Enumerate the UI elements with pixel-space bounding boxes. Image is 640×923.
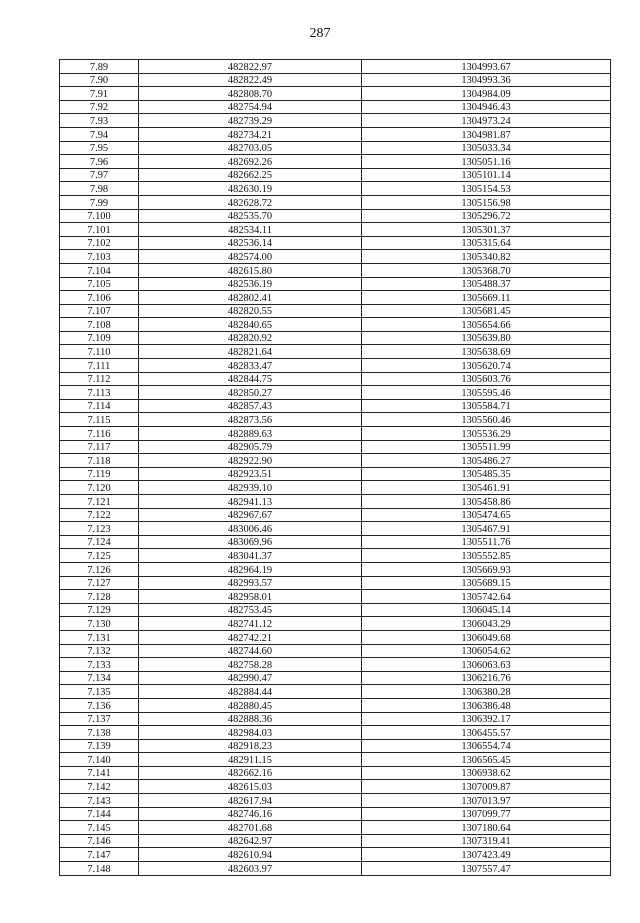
point-number-cell: 7.115 <box>60 413 139 427</box>
point-number-cell: 7.93 <box>60 114 139 128</box>
table-row <box>60 250 611 264</box>
y-coordinate-cell: 1307423.49 <box>362 848 611 862</box>
y-coordinate-cell: 1305639.80 <box>362 331 611 345</box>
x-coordinate-cell: 482880.45 <box>139 698 362 712</box>
y-coordinate-cell: 1306565.45 <box>362 753 611 767</box>
y-coordinate-cell: 1304946.43 <box>362 100 611 114</box>
y-coordinate-cell: 1305154.53 <box>362 182 611 196</box>
x-coordinate-cell: 482833.47 <box>139 359 362 373</box>
table-row <box>60 304 611 318</box>
point-number-cell: 7.140 <box>60 753 139 767</box>
table-row <box>60 195 611 209</box>
x-coordinate-cell: 482615.80 <box>139 263 362 277</box>
point-number-cell: 7.120 <box>60 481 139 495</box>
table-row <box>60 658 611 672</box>
table-row <box>60 440 611 454</box>
point-number-cell: 7.112 <box>60 372 139 386</box>
x-coordinate-cell: 482990.47 <box>139 671 362 685</box>
y-coordinate-cell: 1305461.91 <box>362 481 611 495</box>
x-coordinate-cell: 482617.94 <box>139 794 362 808</box>
point-number-cell: 7.123 <box>60 522 139 536</box>
table-row <box>60 508 611 522</box>
y-coordinate-cell: 1305486.27 <box>362 454 611 468</box>
x-coordinate-cell: 482628.72 <box>139 195 362 209</box>
table-row <box>60 753 611 767</box>
table-row <box>60 127 611 141</box>
x-coordinate-cell: 482964.19 <box>139 562 362 576</box>
x-coordinate-cell: 482754.94 <box>139 100 362 114</box>
table-row <box>60 141 611 155</box>
point-number-cell: 7.113 <box>60 386 139 400</box>
y-coordinate-cell: 1306063.63 <box>362 658 611 672</box>
table-row <box>60 413 611 427</box>
point-number-cell: 7.134 <box>60 671 139 685</box>
y-coordinate-cell: 1305742.64 <box>362 590 611 604</box>
x-coordinate-cell: 482941.13 <box>139 495 362 509</box>
point-number-cell: 7.130 <box>60 617 139 631</box>
table-row <box>60 87 611 101</box>
x-coordinate-cell: 482884.44 <box>139 685 362 699</box>
y-coordinate-cell: 1305511.99 <box>362 440 611 454</box>
point-number-cell: 7.133 <box>60 658 139 672</box>
point-number-cell: 7.116 <box>60 427 139 441</box>
table-row <box>60 427 611 441</box>
table-row <box>60 848 611 862</box>
x-coordinate-cell: 482905.79 <box>139 440 362 454</box>
y-coordinate-cell: 1306938.62 <box>362 766 611 780</box>
x-coordinate-cell: 482536.19 <box>139 277 362 291</box>
point-number-cell: 7.109 <box>60 331 139 345</box>
y-coordinate-cell: 1306043.29 <box>362 617 611 631</box>
table-row <box>60 522 611 536</box>
x-coordinate-cell: 482993.57 <box>139 576 362 590</box>
table-row <box>60 807 611 821</box>
point-number-cell: 7.124 <box>60 535 139 549</box>
point-number-cell: 7.91 <box>60 87 139 101</box>
table-row <box>60 603 611 617</box>
x-coordinate-cell: 482821.64 <box>139 345 362 359</box>
table-row <box>60 590 611 604</box>
x-coordinate-cell: 482692.26 <box>139 155 362 169</box>
point-number-cell: 7.104 <box>60 263 139 277</box>
y-coordinate-cell: 1305536.29 <box>362 427 611 441</box>
point-number-cell: 7.135 <box>60 685 139 699</box>
y-coordinate-cell: 1307557.47 <box>362 862 611 876</box>
point-number-cell: 7.97 <box>60 168 139 182</box>
x-coordinate-cell: 483041.37 <box>139 549 362 563</box>
table-row <box>60 644 611 658</box>
table-row <box>60 454 611 468</box>
table-row <box>60 209 611 223</box>
point-number-cell: 7.143 <box>60 794 139 808</box>
y-coordinate-cell: 1305458.86 <box>362 495 611 509</box>
x-coordinate-cell: 482744.60 <box>139 644 362 658</box>
x-coordinate-cell: 482742.21 <box>139 630 362 644</box>
table-row <box>60 277 611 291</box>
point-number-cell: 7.110 <box>60 345 139 359</box>
point-number-cell: 7.89 <box>60 60 139 74</box>
x-coordinate-cell: 482662.16 <box>139 766 362 780</box>
point-number-cell: 7.132 <box>60 644 139 658</box>
coordinates-table-body <box>60 60 611 876</box>
point-number-cell: 7.148 <box>60 862 139 876</box>
y-coordinate-cell: 1307180.64 <box>362 821 611 835</box>
x-coordinate-cell: 482911.15 <box>139 753 362 767</box>
coordinates-table <box>59 59 611 876</box>
table-row <box>60 386 611 400</box>
y-coordinate-cell: 1307319.41 <box>362 834 611 848</box>
table-row <box>60 495 611 509</box>
table-row <box>60 372 611 386</box>
table-row <box>60 155 611 169</box>
x-coordinate-cell: 482615.03 <box>139 780 362 794</box>
y-coordinate-cell: 1304993.36 <box>362 73 611 87</box>
point-number-cell: 7.108 <box>60 318 139 332</box>
table-row <box>60 467 611 481</box>
point-number-cell: 7.147 <box>60 848 139 862</box>
point-number-cell: 7.98 <box>60 182 139 196</box>
y-coordinate-cell: 1306455.57 <box>362 726 611 740</box>
y-coordinate-cell: 1305620.74 <box>362 359 611 373</box>
point-number-cell: 7.122 <box>60 508 139 522</box>
point-number-cell: 7.101 <box>60 223 139 237</box>
x-coordinate-cell: 482840.65 <box>139 318 362 332</box>
y-coordinate-cell: 1307099.77 <box>362 807 611 821</box>
point-number-cell: 7.139 <box>60 739 139 753</box>
y-coordinate-cell: 1306392.17 <box>362 712 611 726</box>
y-coordinate-cell: 1306554.74 <box>362 739 611 753</box>
y-coordinate-cell: 1305681.45 <box>362 304 611 318</box>
y-coordinate-cell: 1305315.64 <box>362 236 611 250</box>
x-coordinate-cell: 482820.55 <box>139 304 362 318</box>
point-number-cell: 7.118 <box>60 454 139 468</box>
point-number-cell: 7.146 <box>60 834 139 848</box>
x-coordinate-cell: 482610.94 <box>139 848 362 862</box>
point-number-cell: 7.129 <box>60 603 139 617</box>
point-number-cell: 7.94 <box>60 127 139 141</box>
point-number-cell: 7.126 <box>60 562 139 576</box>
point-number-cell: 7.90 <box>60 73 139 87</box>
x-coordinate-cell: 482574.00 <box>139 250 362 264</box>
x-coordinate-cell: 482857.43 <box>139 399 362 413</box>
x-coordinate-cell: 482642.97 <box>139 834 362 848</box>
y-coordinate-cell: 1306045.14 <box>362 603 611 617</box>
table-row <box>60 182 611 196</box>
table-row <box>60 114 611 128</box>
point-number-cell: 7.117 <box>60 440 139 454</box>
y-coordinate-cell: 1306216.76 <box>362 671 611 685</box>
table-row <box>60 359 611 373</box>
y-coordinate-cell: 1306380.28 <box>362 685 611 699</box>
x-coordinate-cell: 482734.21 <box>139 127 362 141</box>
point-number-cell: 7.105 <box>60 277 139 291</box>
x-coordinate-cell: 482753.45 <box>139 603 362 617</box>
x-coordinate-cell: 482802.41 <box>139 291 362 305</box>
table-row <box>60 671 611 685</box>
y-coordinate-cell: 1306386.48 <box>362 698 611 712</box>
point-number-cell: 7.111 <box>60 359 139 373</box>
y-coordinate-cell: 1307013.97 <box>362 794 611 808</box>
table-row <box>60 766 611 780</box>
x-coordinate-cell: 482984.03 <box>139 726 362 740</box>
y-coordinate-cell: 1305033.34 <box>362 141 611 155</box>
table-row <box>60 73 611 87</box>
table-row <box>60 318 611 332</box>
point-number-cell: 7.114 <box>60 399 139 413</box>
x-coordinate-cell: 482741.12 <box>139 617 362 631</box>
x-coordinate-cell: 482534.11 <box>139 223 362 237</box>
point-number-cell: 7.125 <box>60 549 139 563</box>
y-coordinate-cell: 1304973.24 <box>362 114 611 128</box>
point-number-cell: 7.137 <box>60 712 139 726</box>
table-row <box>60 685 611 699</box>
y-coordinate-cell: 1305368.70 <box>362 263 611 277</box>
y-coordinate-cell: 1305595.46 <box>362 386 611 400</box>
y-coordinate-cell: 1305511.76 <box>362 535 611 549</box>
point-number-cell: 7.100 <box>60 209 139 223</box>
table-row <box>60 794 611 808</box>
y-coordinate-cell: 1305669.11 <box>362 291 611 305</box>
y-coordinate-cell: 1304981.87 <box>362 127 611 141</box>
table-row <box>60 549 611 563</box>
x-coordinate-cell: 482923.51 <box>139 467 362 481</box>
table-row <box>60 100 611 114</box>
table-row <box>60 576 611 590</box>
y-coordinate-cell: 1306049.68 <box>362 630 611 644</box>
point-number-cell: 7.141 <box>60 766 139 780</box>
y-coordinate-cell: 1305474.65 <box>362 508 611 522</box>
point-number-cell: 7.136 <box>60 698 139 712</box>
x-coordinate-cell: 482536.14 <box>139 236 362 250</box>
table-row <box>60 236 611 250</box>
y-coordinate-cell: 1304984.09 <box>362 87 611 101</box>
x-coordinate-cell: 482918.23 <box>139 739 362 753</box>
table-row <box>60 345 611 359</box>
table-row <box>60 712 611 726</box>
y-coordinate-cell: 1305603.76 <box>362 372 611 386</box>
y-coordinate-cell: 1305051.16 <box>362 155 611 169</box>
point-number-cell: 7.119 <box>60 467 139 481</box>
y-coordinate-cell: 1305296.72 <box>362 209 611 223</box>
point-number-cell: 7.95 <box>60 141 139 155</box>
point-number-cell: 7.121 <box>60 495 139 509</box>
table-row <box>60 399 611 413</box>
point-number-cell: 7.107 <box>60 304 139 318</box>
point-number-cell: 7.103 <box>60 250 139 264</box>
x-coordinate-cell: 482808.70 <box>139 87 362 101</box>
point-number-cell: 7.128 <box>60 590 139 604</box>
x-coordinate-cell: 482888.36 <box>139 712 362 726</box>
x-coordinate-cell: 482703.05 <box>139 141 362 155</box>
table-row <box>60 60 611 74</box>
point-number-cell: 7.142 <box>60 780 139 794</box>
table-row <box>60 535 611 549</box>
y-coordinate-cell: 1305689.15 <box>362 576 611 590</box>
x-coordinate-cell: 482746.16 <box>139 807 362 821</box>
point-number-cell: 7.96 <box>60 155 139 169</box>
x-coordinate-cell: 482603.97 <box>139 862 362 876</box>
x-coordinate-cell: 482939.10 <box>139 481 362 495</box>
table-row <box>60 780 611 794</box>
y-coordinate-cell: 1305101.14 <box>362 168 611 182</box>
x-coordinate-cell: 482850.27 <box>139 386 362 400</box>
y-coordinate-cell: 1304993.67 <box>362 60 611 74</box>
x-coordinate-cell: 482922.90 <box>139 454 362 468</box>
x-coordinate-cell: 482662.25 <box>139 168 362 182</box>
x-coordinate-cell: 482844.75 <box>139 372 362 386</box>
x-coordinate-cell: 482889.63 <box>139 427 362 441</box>
point-number-cell: 7.92 <box>60 100 139 114</box>
y-coordinate-cell: 1305467.91 <box>362 522 611 536</box>
table-row <box>60 562 611 576</box>
table-row <box>60 168 611 182</box>
x-coordinate-cell: 482758.28 <box>139 658 362 672</box>
x-coordinate-cell: 483006.46 <box>139 522 362 536</box>
y-coordinate-cell: 1306054.62 <box>362 644 611 658</box>
x-coordinate-cell: 482822.49 <box>139 73 362 87</box>
y-coordinate-cell: 1305485.35 <box>362 467 611 481</box>
table-row <box>60 617 611 631</box>
x-coordinate-cell: 482701.68 <box>139 821 362 835</box>
table-row <box>60 726 611 740</box>
page-number: 287 <box>309 26 331 41</box>
table-row <box>60 862 611 876</box>
x-coordinate-cell: 482958.01 <box>139 590 362 604</box>
y-coordinate-cell: 1305552.85 <box>362 549 611 563</box>
table-row <box>60 481 611 495</box>
y-coordinate-cell: 1305584.71 <box>362 399 611 413</box>
point-number-cell: 7.102 <box>60 236 139 250</box>
table-row <box>60 821 611 835</box>
x-coordinate-cell: 482873.56 <box>139 413 362 427</box>
table-row <box>60 739 611 753</box>
point-number-cell: 7.138 <box>60 726 139 740</box>
table-row <box>60 223 611 237</box>
x-coordinate-cell: 482967.67 <box>139 508 362 522</box>
point-number-cell: 7.131 <box>60 630 139 644</box>
x-coordinate-cell: 482535.70 <box>139 209 362 223</box>
table-row <box>60 263 611 277</box>
point-number-cell: 7.144 <box>60 807 139 821</box>
y-coordinate-cell: 1305560.46 <box>362 413 611 427</box>
x-coordinate-cell: 482822.97 <box>139 60 362 74</box>
y-coordinate-cell: 1305340.82 <box>362 250 611 264</box>
x-coordinate-cell: 482739.29 <box>139 114 362 128</box>
table-row <box>60 834 611 848</box>
table-row <box>60 331 611 345</box>
point-number-cell: 7.145 <box>60 821 139 835</box>
y-coordinate-cell: 1305488.37 <box>362 277 611 291</box>
x-coordinate-cell: 482630.19 <box>139 182 362 196</box>
table-row <box>60 698 611 712</box>
y-coordinate-cell: 1305654.66 <box>362 318 611 332</box>
y-coordinate-cell: 1305156.98 <box>362 195 611 209</box>
y-coordinate-cell: 1305638.69 <box>362 345 611 359</box>
point-number-cell: 7.127 <box>60 576 139 590</box>
y-coordinate-cell: 1307009.87 <box>362 780 611 794</box>
point-number-cell: 7.99 <box>60 195 139 209</box>
y-coordinate-cell: 1305669.93 <box>362 562 611 576</box>
y-coordinate-cell: 1305301.37 <box>362 223 611 237</box>
table-row <box>60 291 611 305</box>
point-number-cell: 7.106 <box>60 291 139 305</box>
x-coordinate-cell: 482820.92 <box>139 331 362 345</box>
x-coordinate-cell: 483069.96 <box>139 535 362 549</box>
table-row <box>60 630 611 644</box>
